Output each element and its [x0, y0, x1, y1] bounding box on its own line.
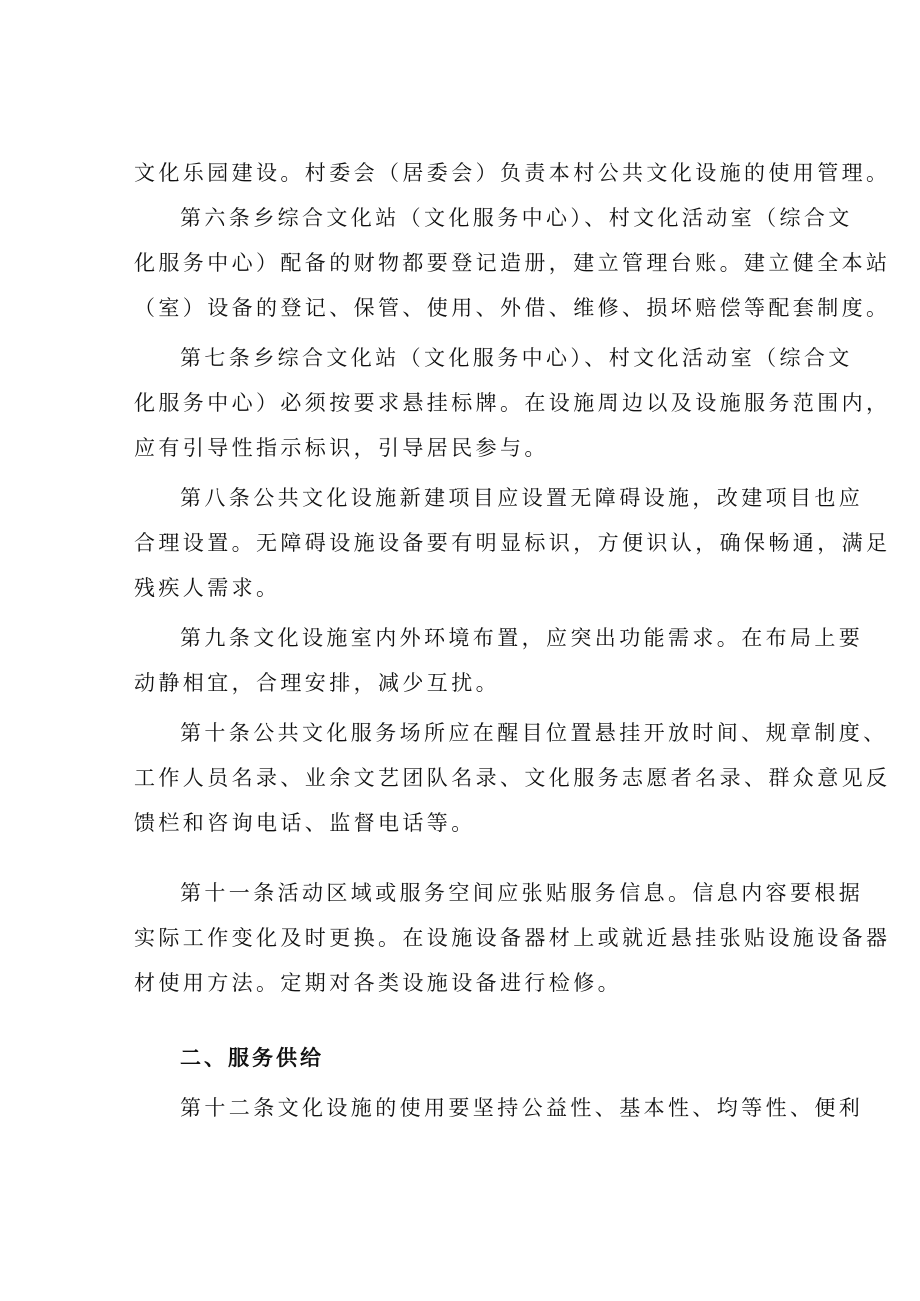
article-8-line-1: 第八条公共文化设施新建项目应设置无障碍设施，改建项目也应 — [180, 486, 864, 510]
article-12-line-1: 第十二条文化设施的使用要坚持公益性、基本性、均等性、便利 — [180, 1096, 864, 1120]
article-9-line-2: 动静相宜，合理安排，减少互扰。 — [134, 671, 500, 695]
article-7-line-3: 应有引导性指示标识，引导居民参与。 — [134, 436, 549, 460]
article-10-line-2: 工作人员名录、业余文艺团队名录、文化服务志愿者名录、群众意见反 — [134, 766, 891, 790]
article-6-line-2: 化服务中心）配备的财物都要登记造册，建立管理台账。建立健全本站 — [134, 251, 891, 275]
article-6-line-1: 第六条乡综合文化站（文化服务中心）、村文化活动室（综合文 — [180, 206, 853, 230]
article-10-line-3: 馈栏和咨询电话、监督电话等。 — [134, 811, 476, 835]
section-heading: 二、服务供给 — [180, 1046, 324, 1070]
article-8-line-2: 合理设置。无障碍设施设备要有明显标识，方便识认，确保畅通，满足 — [134, 531, 891, 555]
article-6-line-3: （室）设备的登记、保管、使用、外借、维修、损坏赔偿等配套制度。 — [134, 296, 891, 320]
article-11-line-1: 第十一条活动区域或服务空间应张贴服务信息。信息内容要根据 — [180, 881, 864, 905]
article-9-line-1: 第九条文化设施室内外环境布置，应突出功能需求。在布局上要 — [180, 626, 864, 650]
article-7-line-1: 第七条乡综合文化站（文化服务中心）、村文化活动室（综合文 — [180, 346, 853, 370]
article-10-line-1: 第十条公共文化服务场所应在醒目位置悬挂开放时间、规章制度、 — [180, 721, 888, 745]
article-7-line-2: 化服务中心）必须按要求悬挂标牌。在设施周边以及设施服务范围内， — [134, 391, 891, 415]
article-11-line-3: 材使用方法。定期对各类设施设备进行检修。 — [134, 971, 622, 995]
text-line-1: 文化乐园建设。村委会（居委会）负责本村公共文化设施的使用管理。 — [134, 161, 891, 185]
article-11-line-2: 实际工作变化及时更换。在设施设备器材上或就近悬挂张贴设施设备器 — [134, 926, 891, 950]
article-8-line-3: 残疾人需求。 — [134, 576, 281, 600]
